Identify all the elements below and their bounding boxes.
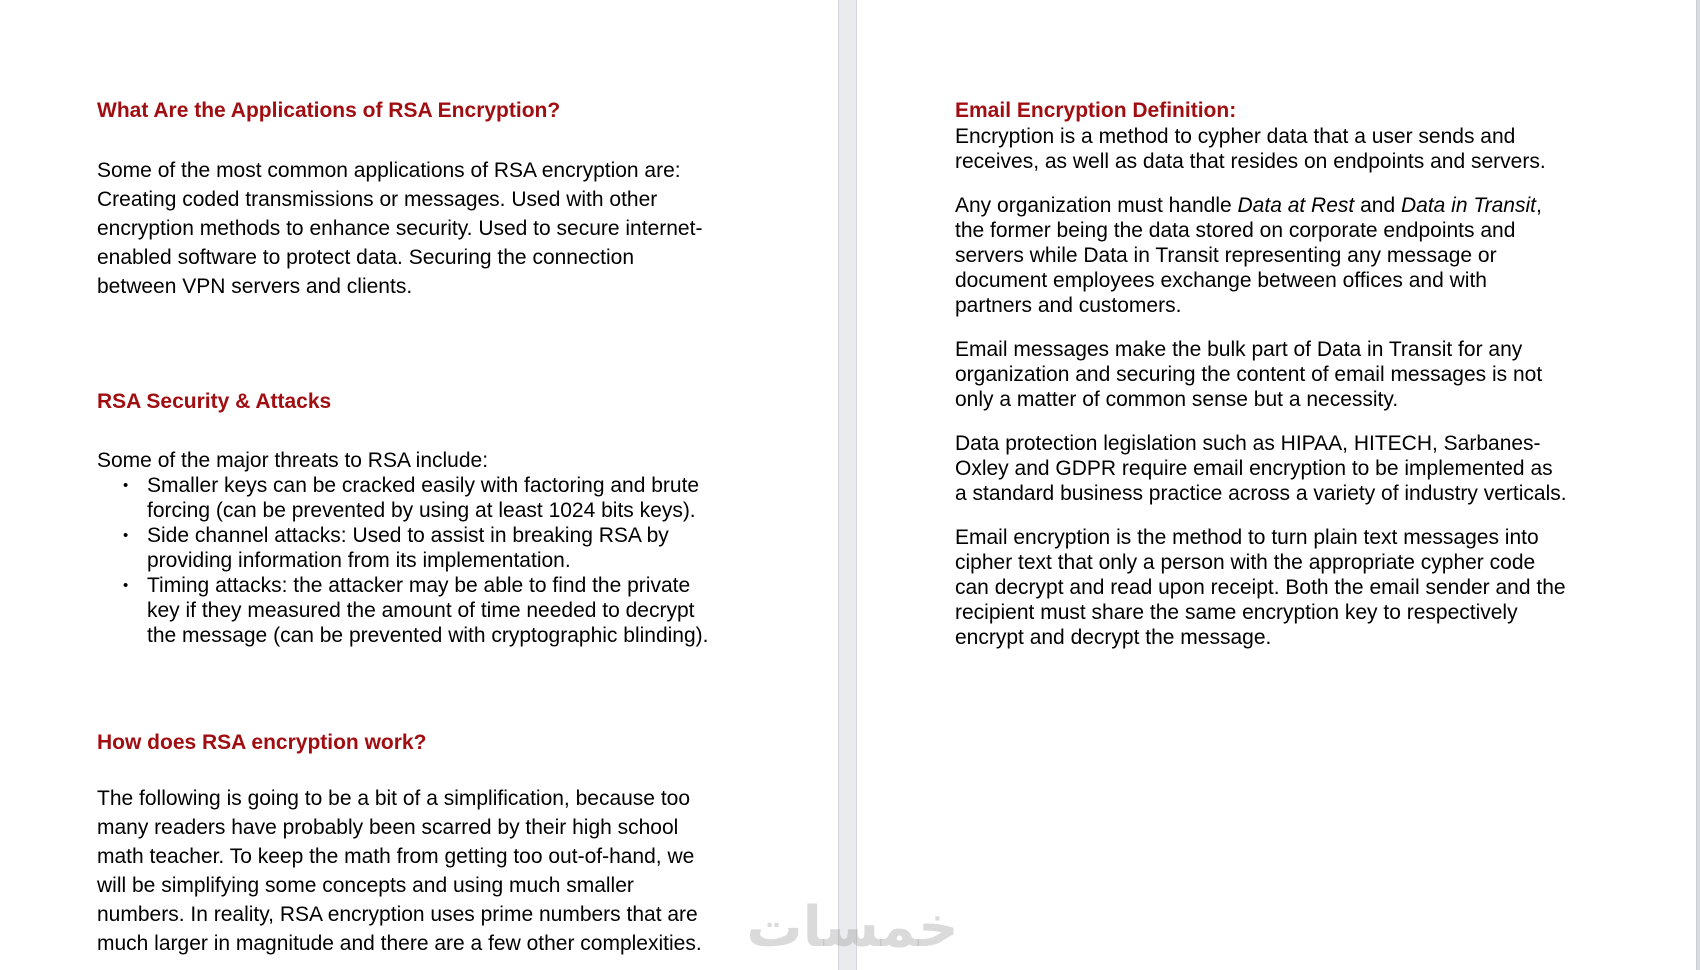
threats-intro: Some of the major threats to RSA include: <box>97 449 489 472</box>
paragraph-4 <box>955 431 1665 506</box>
text-line: Some of the most common applications of RSA encryption are: <box>97 159 681 182</box>
heading-email-encryption: Email Encryption Definition: <box>955 99 1237 122</box>
list-item <box>97 523 837 573</box>
section-email-encryption <box>955 98 1665 650</box>
paragraph-2 <box>955 193 1665 318</box>
heading-rsa-how-it-works: How does RSA encryption work? <box>97 731 427 754</box>
text-line: Encryption is a method to cypher data that a user sends and <box>955 125 1516 148</box>
emphasis-data-at-rest: Data at Rest <box>1237 194 1355 217</box>
text-line <box>955 193 1665 218</box>
text-line: cipher text that only a person with the appropriate cypher code <box>955 551 1536 574</box>
text-line: Email encryption is the method to turn plain text messages into <box>955 526 1539 549</box>
rsa-threats <box>97 448 837 648</box>
emphasis-data-in-transit: Data in Transit <box>1400 194 1536 217</box>
document-page-left <box>0 0 838 970</box>
paragraph-5 <box>955 525 1665 650</box>
text-line: will be simplifying some concepts and using much smaller <box>97 874 634 897</box>
text-line: can decrypt and read upon receipt. Both the email sender and the <box>955 576 1566 599</box>
section-rsa-security <box>97 389 817 415</box>
text-line: receives, as well as data that resides on endpoints and servers. <box>955 150 1546 173</box>
text-line: encryption methods to enhance security. Used to secure internet- <box>97 217 703 240</box>
text-line: servers while Data in Transit representing any message or <box>955 244 1497 267</box>
text-line: Side channel attacks: Used to assist in breaking RSA by <box>147 524 669 547</box>
paragraph-3 <box>955 337 1665 412</box>
paragraph-rsa-how-it-works <box>97 784 837 958</box>
text-line: only a matter of common sense but a necessity. <box>955 388 1399 411</box>
bullet-icon: • <box>123 577 129 594</box>
text-line: Creating coded transmissions or messages. Used with other <box>97 188 658 211</box>
text-line: encrypt and decrypt the message. <box>955 626 1272 649</box>
text-line: numbers. In reality, RSA encryption uses prime numbers that are <box>97 903 698 926</box>
text-line: providing information from its implementation. <box>147 549 571 572</box>
list-item <box>97 473 837 523</box>
page-gutter <box>838 0 857 970</box>
page-edge <box>1696 0 1700 970</box>
text-line: many readers have probably been scarred by their high school <box>97 816 679 839</box>
text-line: a standard business practice across a variety of industry verticals. <box>955 482 1567 505</box>
text-line: Timing attacks: the attacker may be able to find the private <box>147 574 691 597</box>
text-line: organization and securing the content of email messages is not <box>955 363 1543 386</box>
text-line: forcing (can be prevented by using at least 1024 bits keys). <box>147 499 696 522</box>
text-line: document employees exchange between offices and with <box>955 269 1487 292</box>
text-line: recipient must share the same encryption key to respectively <box>955 601 1518 624</box>
document-page-right <box>857 0 1700 970</box>
text-line: enabled software to protect data. Securing the connection <box>97 246 635 269</box>
text-span: and <box>1354 194 1401 217</box>
text-line: Data protection legislation such as HIPAA, HITECH, Sarbanes- <box>955 432 1541 455</box>
paragraph-rsa-applications <box>97 156 827 301</box>
text-line: between VPN servers and clients. <box>97 275 413 298</box>
text-span: , <box>1535 194 1542 217</box>
text-line: the former being the data stored on corporate endpoints and <box>955 219 1516 242</box>
text-line: The following is going to be a bit of a simplification, because too <box>97 787 691 810</box>
threats-list <box>97 473 837 648</box>
text-line: partners and customers. <box>955 294 1182 317</box>
text-line: key if they measured the amount of time needed to decrypt <box>147 599 695 622</box>
text-line: Email messages make the bulk part of Data in Transit for any <box>955 338 1523 361</box>
watermark-logo: خمسات <box>746 895 959 960</box>
paragraph-1 <box>955 124 1665 174</box>
section-rsa-applications <box>97 98 817 124</box>
text-line: Smaller keys can be cracked easily with factoring and brute <box>147 474 700 497</box>
text-line: much larger in magnitude and there are a few other complexities. <box>97 932 702 955</box>
bullet-icon: • <box>123 477 129 494</box>
heading-rsa-security: RSA Security & Attacks <box>97 390 332 413</box>
list-item <box>97 573 837 648</box>
text-line: Oxley and GDPR require email encryption to be implemented as <box>955 457 1553 480</box>
bullet-icon: • <box>123 527 129 544</box>
text-line: math teacher. To keep the math from getting too out-of-hand, we <box>97 845 695 868</box>
section-rsa-how-it-works <box>97 730 817 756</box>
text-line: the message (can be prevented with cryptographic blinding). <box>147 624 709 647</box>
text-span: Any organization must handle <box>955 194 1238 217</box>
heading-rsa-applications: What Are the Applications of RSA Encryption? <box>97 99 561 122</box>
